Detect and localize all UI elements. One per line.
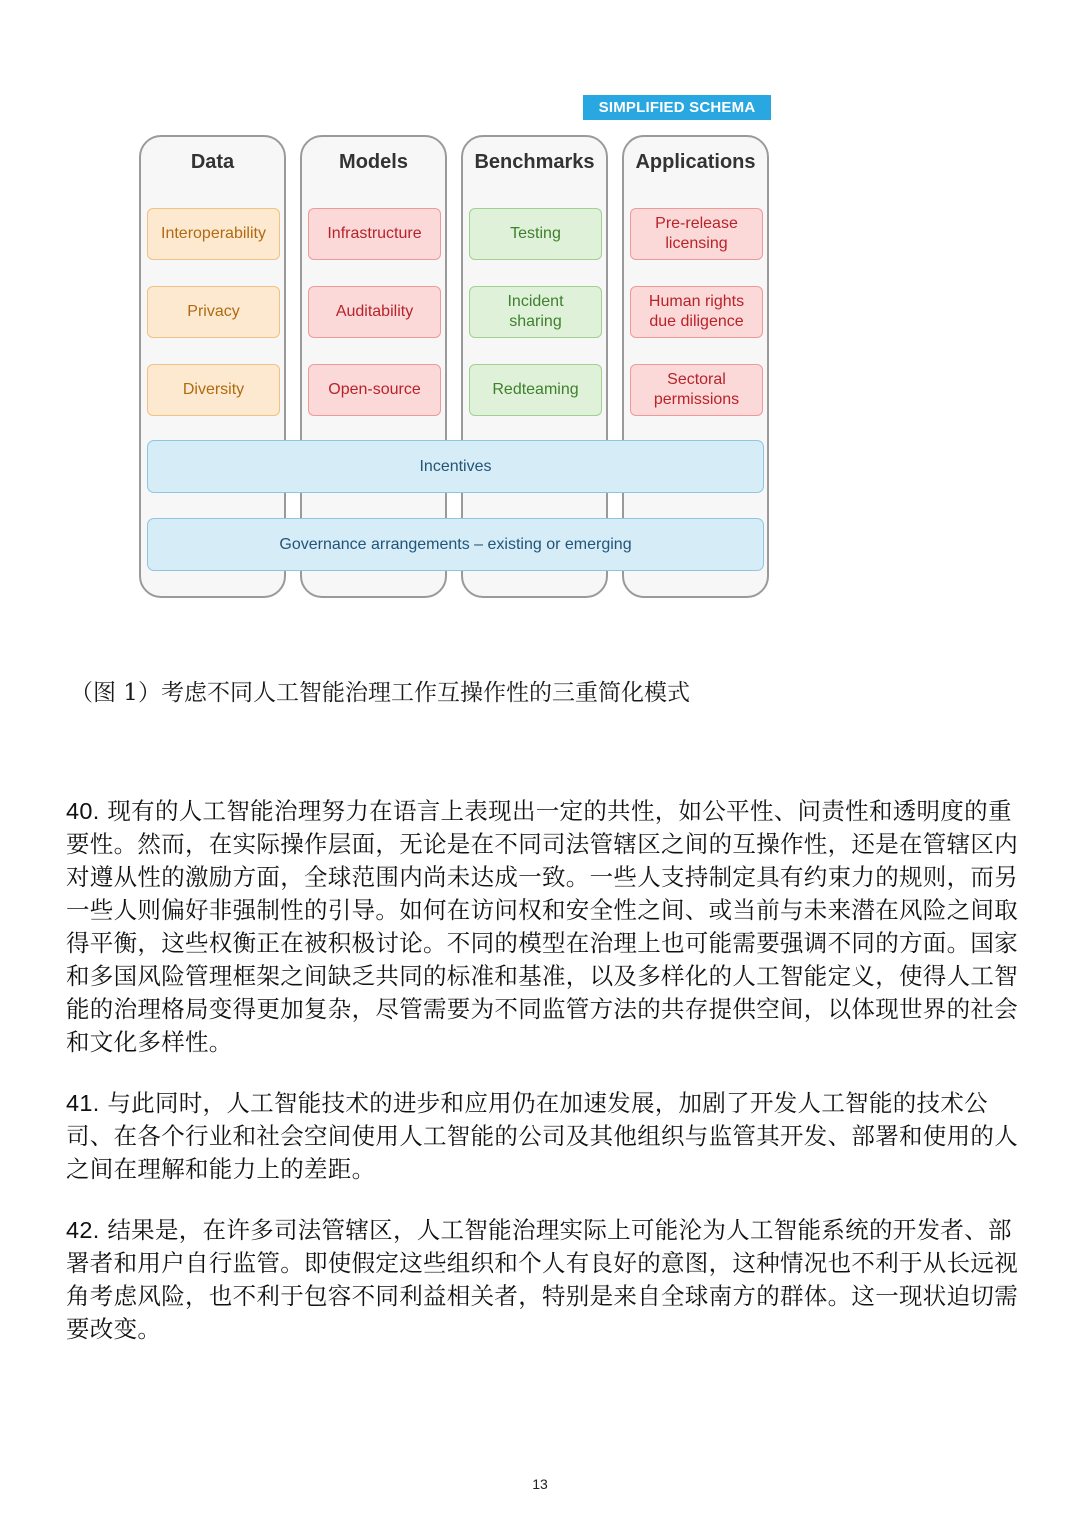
box-diversity: Diversity (147, 364, 280, 416)
box-testing: Testing (469, 208, 602, 260)
column-title: Applications (635, 151, 756, 173)
box-human-rights-due-diligence: Human rights due diligence (630, 286, 763, 338)
simplified-schema-figure (0, 0, 1080, 620)
paragraph-41 (66, 1087, 1018, 1186)
band-incentives: Incentives (147, 440, 764, 493)
schema-tag: SIMPLIFIED SCHEMA (583, 95, 771, 120)
paragraph-text: 与此同时，人工智能技术的进步和应用仍在加速发展，加剧了开发人工智能的技术公司、在各个行业和社会空间使用人工智能的公司及其他组织与监管其开发、部署和使用的人之间在理解和能力上的差距。 (66, 1089, 1018, 1183)
box-interoperability: Interoperability (147, 208, 280, 260)
paragraph-42 (66, 1214, 1018, 1346)
paragraph-number: 42. (66, 1217, 100, 1243)
column-title: Data (190, 151, 235, 173)
box-sectoral-permissions: Sectoral permissions (630, 364, 763, 416)
figure-caption: （图 1）考虑不同人工智能治理工作互操作性的三重简化模式 (70, 680, 690, 706)
paragraph-40 (66, 795, 1018, 1059)
box-incident-sharing: Incident sharing (469, 286, 602, 338)
box-infrastructure: Infrastructure (308, 208, 441, 260)
column-title: Models (339, 151, 408, 173)
box-redteaming: Redteaming (469, 364, 602, 416)
page-number: 13 (532, 1476, 548, 1492)
paragraph-number: 40. (66, 798, 100, 824)
column-title: Benchmarks (474, 151, 595, 173)
paragraph-number: 41. (66, 1090, 100, 1116)
paragraph-text: 现有的人工智能治理努力在语言上表现出一定的共性，如公平性、问责性和透明度的重要性。然而，在实际操作层面，无论是在不同司法管辖区之间的互操作性，还是在管辖区内对遵从性的激励方面，全球范围内尚未达成一致。一些人支持制定具有约束力的规则，而另一些人则偏好非强制性的引导。如何在访问权和安全性之间、或当前与未来潜在风险之间取得平衡，这些权衡正在被积极讨论。不同的模型在治理上也可能需要强调不同的方面。国家和多国风险管理框架之间缺乏共同的标准和基准，以及多样化的人工智能定义，使得人工智能的治理格局变得更加复杂，尽管需要为不同监管方法的共存提供空间，以体现世界的社会和文化多样性。 (66, 797, 1018, 1056)
paragraph-text: 结果是，在许多司法管辖区，人工智能治理实际上可能沦为人工智能系统的开发者、部署者和用户自行监管。即使假定这些组织和个人有良好的意图，这种情况也不利于从长远视角考虑风险，也不利于包容不同利益相关者，特别是来自全球南方的群体。这一现状迫切需要改变。 (66, 1216, 1018, 1343)
box-pre-release-licensing: Pre-release licensing (630, 208, 763, 260)
box-auditability: Auditability (308, 286, 441, 338)
box-privacy: Privacy (147, 286, 280, 338)
box-open-source: Open-source (308, 364, 441, 416)
band-governance-arrangements: Governance arrangements – existing or emerging (147, 518, 764, 571)
